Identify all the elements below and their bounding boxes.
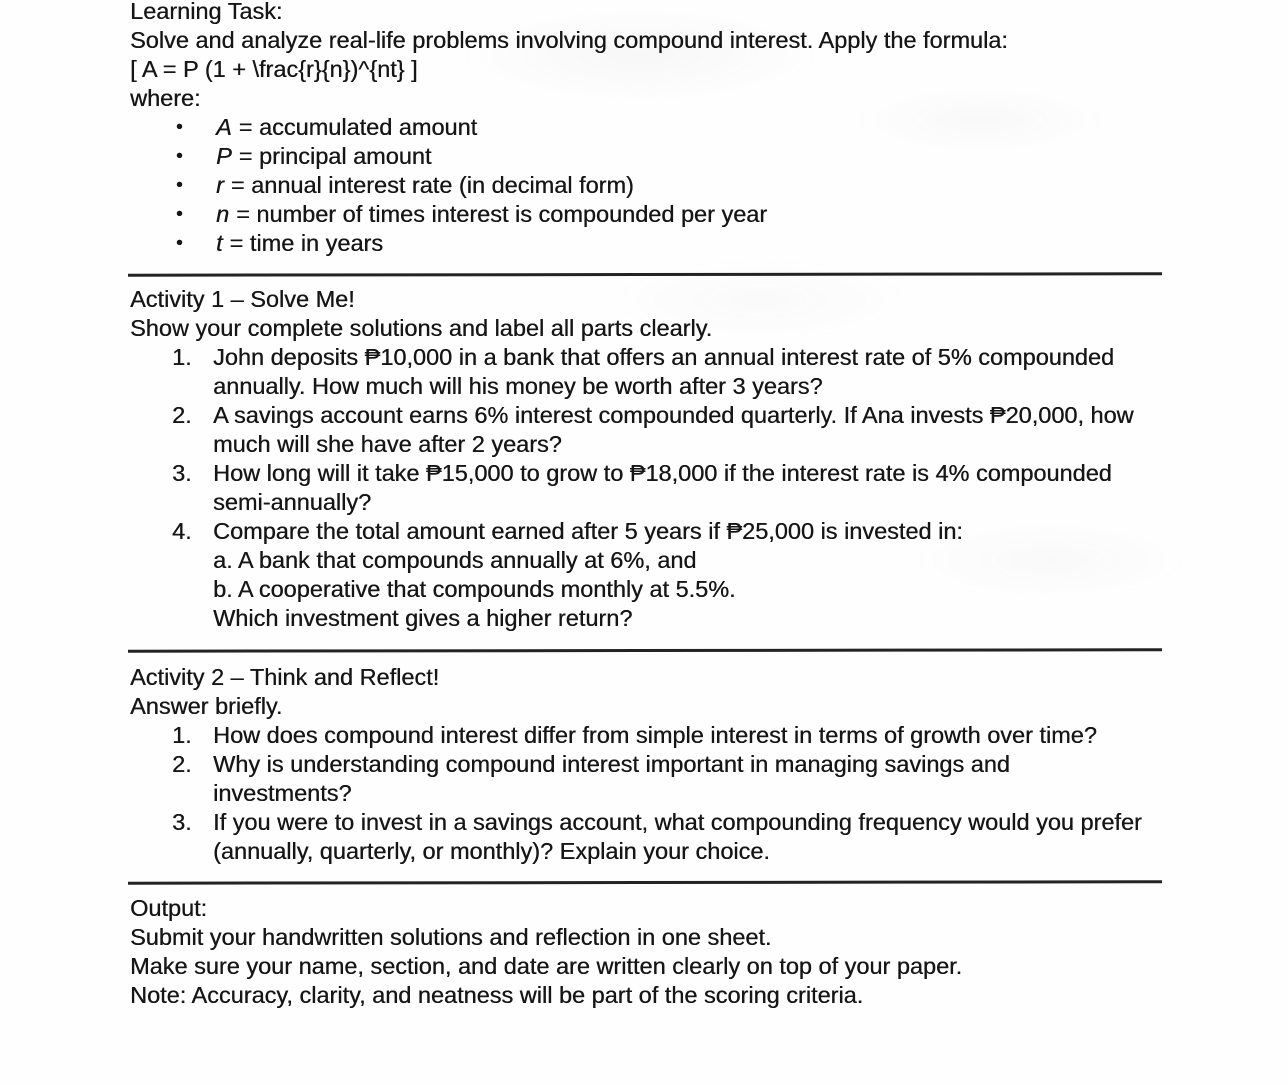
output-line: Make sure your name, section, and date are written clearly on top of your paper. bbox=[130, 953, 963, 979]
variable-symbol: t bbox=[216, 230, 223, 256]
variable-symbol: n bbox=[216, 201, 230, 227]
problem-sub-item: Which investment gives a higher return? bbox=[213, 605, 633, 631]
variable-symbol: A bbox=[216, 114, 232, 140]
section-divider bbox=[128, 648, 1162, 652]
variable-symbol: r bbox=[216, 172, 224, 198]
variable-rest: = principal amount bbox=[238, 143, 432, 169]
bullet-icon: • bbox=[176, 204, 183, 225]
problem-number: 3. bbox=[172, 460, 192, 486]
question-number: 1. bbox=[172, 722, 192, 748]
problem-number: 1. bbox=[172, 344, 192, 370]
variable-definition bbox=[216, 142, 431, 171]
problem-number: 4. bbox=[172, 518, 192, 544]
problem-text: John deposits ₱10,000 in a bank that offers an annual interest rate of 5% compounded annually. How much will his money be worth after 3 years? bbox=[213, 344, 1115, 399]
problem-main-text: Compare the total amount earned after 5 years if ₱25,000 is invested in: bbox=[213, 518, 963, 544]
question-text: How does compound interest differ from simple interest in terms of growth over time? bbox=[213, 722, 1097, 748]
question-number: 3. bbox=[172, 809, 192, 835]
question-text: Why is understanding compound interest important in managing savings and investments? bbox=[213, 751, 1010, 806]
problem-item bbox=[130, 517, 1168, 633]
variable-item bbox=[130, 113, 1168, 142]
problem-sub-item: b. A cooperative that compounds monthly at 5.5%. bbox=[213, 576, 736, 602]
variable-item bbox=[130, 200, 1168, 229]
problem-item bbox=[130, 459, 1168, 517]
variable-symbol: P bbox=[216, 143, 232, 169]
variable-item bbox=[130, 229, 1168, 258]
problem-item bbox=[130, 401, 1168, 459]
variable-rest: = time in years bbox=[229, 230, 383, 256]
where-label: where: bbox=[130, 85, 201, 111]
output-title: Output: bbox=[130, 895, 208, 921]
problem-text: How long will it take ₱15,000 to grow to ₱18,000 if the interest rate is 4% compounded semi-annually? bbox=[213, 460, 1112, 515]
activity2-instruction: Answer briefly. bbox=[130, 693, 283, 719]
problem-item bbox=[130, 343, 1168, 401]
problem-number: 2. bbox=[172, 402, 192, 428]
bullet-icon: • bbox=[176, 117, 183, 138]
question-item bbox=[130, 750, 1168, 808]
bullet-icon: • bbox=[176, 233, 183, 254]
variable-definition bbox=[216, 200, 767, 229]
variable-definition bbox=[216, 113, 477, 142]
variable-rest: = annual interest rate (in decimal form) bbox=[230, 172, 634, 198]
bullet-icon: • bbox=[176, 175, 183, 196]
section-divider bbox=[128, 880, 1162, 884]
variable-item bbox=[130, 171, 1168, 200]
formula-text: [ A = P (1 + \frac{r}{n})^{nt} ] bbox=[130, 56, 418, 82]
bullet-icon: • bbox=[176, 146, 183, 167]
output-line: Submit your handwritten solutions and reflection in one sheet. bbox=[130, 924, 772, 950]
problem-text bbox=[213, 517, 963, 633]
activity1-instruction: Show your complete solutions and label all parts clearly. bbox=[130, 315, 713, 341]
section-divider bbox=[128, 272, 1162, 276]
activity2-title: Activity 2 – Think and Reflect! bbox=[130, 664, 440, 690]
problem-sub-item: a. A bank that compounds annually at 6%, and bbox=[213, 547, 697, 573]
variable-definition bbox=[216, 229, 383, 258]
question-item bbox=[130, 721, 1168, 750]
output-line: Note: Accuracy, clarity, and neatness will be part of the scoring criteria. bbox=[130, 982, 864, 1008]
problem-text: A savings account earns 6% interest compounded quarterly. If Ana invests ₱20,000, how much will she have after 2 years? bbox=[213, 402, 1134, 457]
variable-item bbox=[130, 142, 1168, 171]
variable-rest: = accumulated amount bbox=[238, 114, 478, 140]
learning-task-intro: Solve and analyze real-life problems involving compound interest. Apply the formula: bbox=[130, 27, 1008, 53]
question-number: 2. bbox=[172, 751, 192, 777]
question-item bbox=[130, 808, 1168, 866]
question-text: If you were to invest in a savings account, what compounding frequency would you prefer (annually, quarterly, or monthly)? Explain your choice. bbox=[213, 809, 1142, 864]
activity1-title: Activity 1 – Solve Me! bbox=[130, 286, 355, 312]
variable-definition bbox=[216, 171, 634, 200]
learning-task-title: Learning Task: bbox=[130, 0, 283, 24]
variable-rest: = number of times interest is compounded per year bbox=[236, 201, 768, 227]
